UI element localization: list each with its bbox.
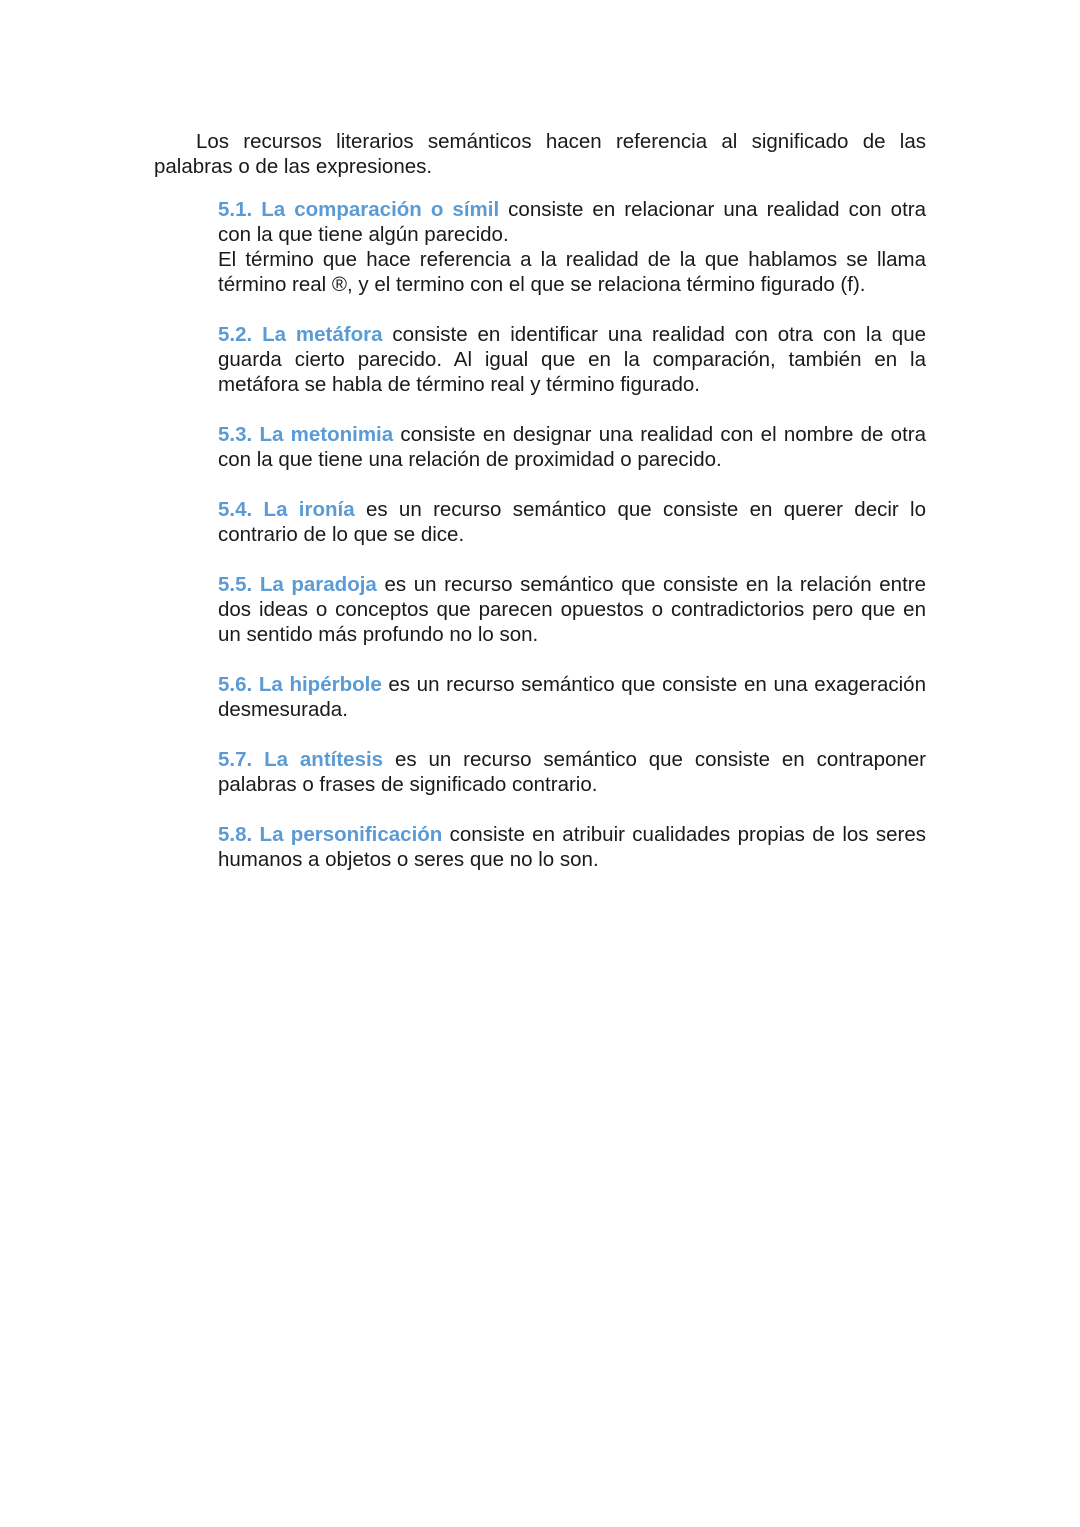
item-term: La comparación o símil: [261, 198, 500, 221]
item-term: La metonimia: [259, 423, 394, 446]
item-extra-note: El término que hace referencia a la realidad de la que hablamos se llama término real ®, y el termino con el que se relaciona término figurado (f).: [218, 248, 926, 296]
item-number: 5.5.: [218, 573, 253, 596]
item-term: La personificación: [259, 823, 443, 846]
list-item-metonimia: [218, 422, 926, 472]
item-term: La metáfora: [262, 323, 383, 346]
list-item-personificacion: [218, 822, 926, 872]
list-item-ironia: [218, 497, 926, 547]
list-item-antitesis: [218, 747, 926, 797]
item-definition: consiste en atribuir cualidades propias de los seres humanos a objetos o seres que no lo son.: [218, 823, 926, 871]
item-number: 5.4.: [218, 498, 253, 521]
item-number: 5.3.: [218, 423, 253, 446]
item-definition: consiste en designar una realidad con el nombre de otra con la que tiene una relación de proximidad o parecido.: [218, 423, 926, 471]
item-definition: es un recurso semántico que consiste en contraponer palabras o frases de significado contrario.: [218, 748, 926, 796]
intro-paragraph: Los recursos literarios semánticos hacen referencia al significado de las palabras o de las expresiones.: [154, 130, 926, 178]
item-number: 5.6.: [218, 673, 253, 696]
list-item-metafora: [218, 322, 926, 397]
item-term: La antítesis: [264, 748, 384, 771]
item-definition: es un recurso semántico que consiste en querer decir lo contrario de lo que se dice.: [218, 498, 927, 546]
list-item-comparacion: [218, 197, 926, 297]
item-number: 5.8.: [218, 823, 253, 846]
list-item-hiperbole: [218, 672, 926, 722]
item-term: La hipérbole: [258, 673, 382, 696]
item-number: 5.2.: [218, 323, 253, 346]
item-definition: es un recurso semántico que consiste en una exageración desmesurada.: [218, 673, 926, 721]
item-number: 5.7.: [218, 748, 253, 771]
item-term: La ironía: [263, 498, 355, 521]
item-term: La paradoja: [259, 573, 377, 596]
list-item-paradoja: [218, 572, 926, 647]
item-definition: consiste en relacionar una realidad con otra con la que tiene algún parecido.: [218, 198, 926, 246]
item-definition: consiste en identificar una realidad con otra con la que guarda cierto parecido. Al igual que en la comparación, también en la metáfora se habla de término real y término figurado.: [218, 323, 926, 396]
item-number: 5.1.: [218, 198, 253, 221]
figures-list: [218, 197, 926, 897]
item-definition: es un recurso semántico que consiste en la relación entre dos ideas o conceptos que parecen opuestos o contradictorios pero que en un sentido más profundo no lo son.: [218, 573, 926, 646]
